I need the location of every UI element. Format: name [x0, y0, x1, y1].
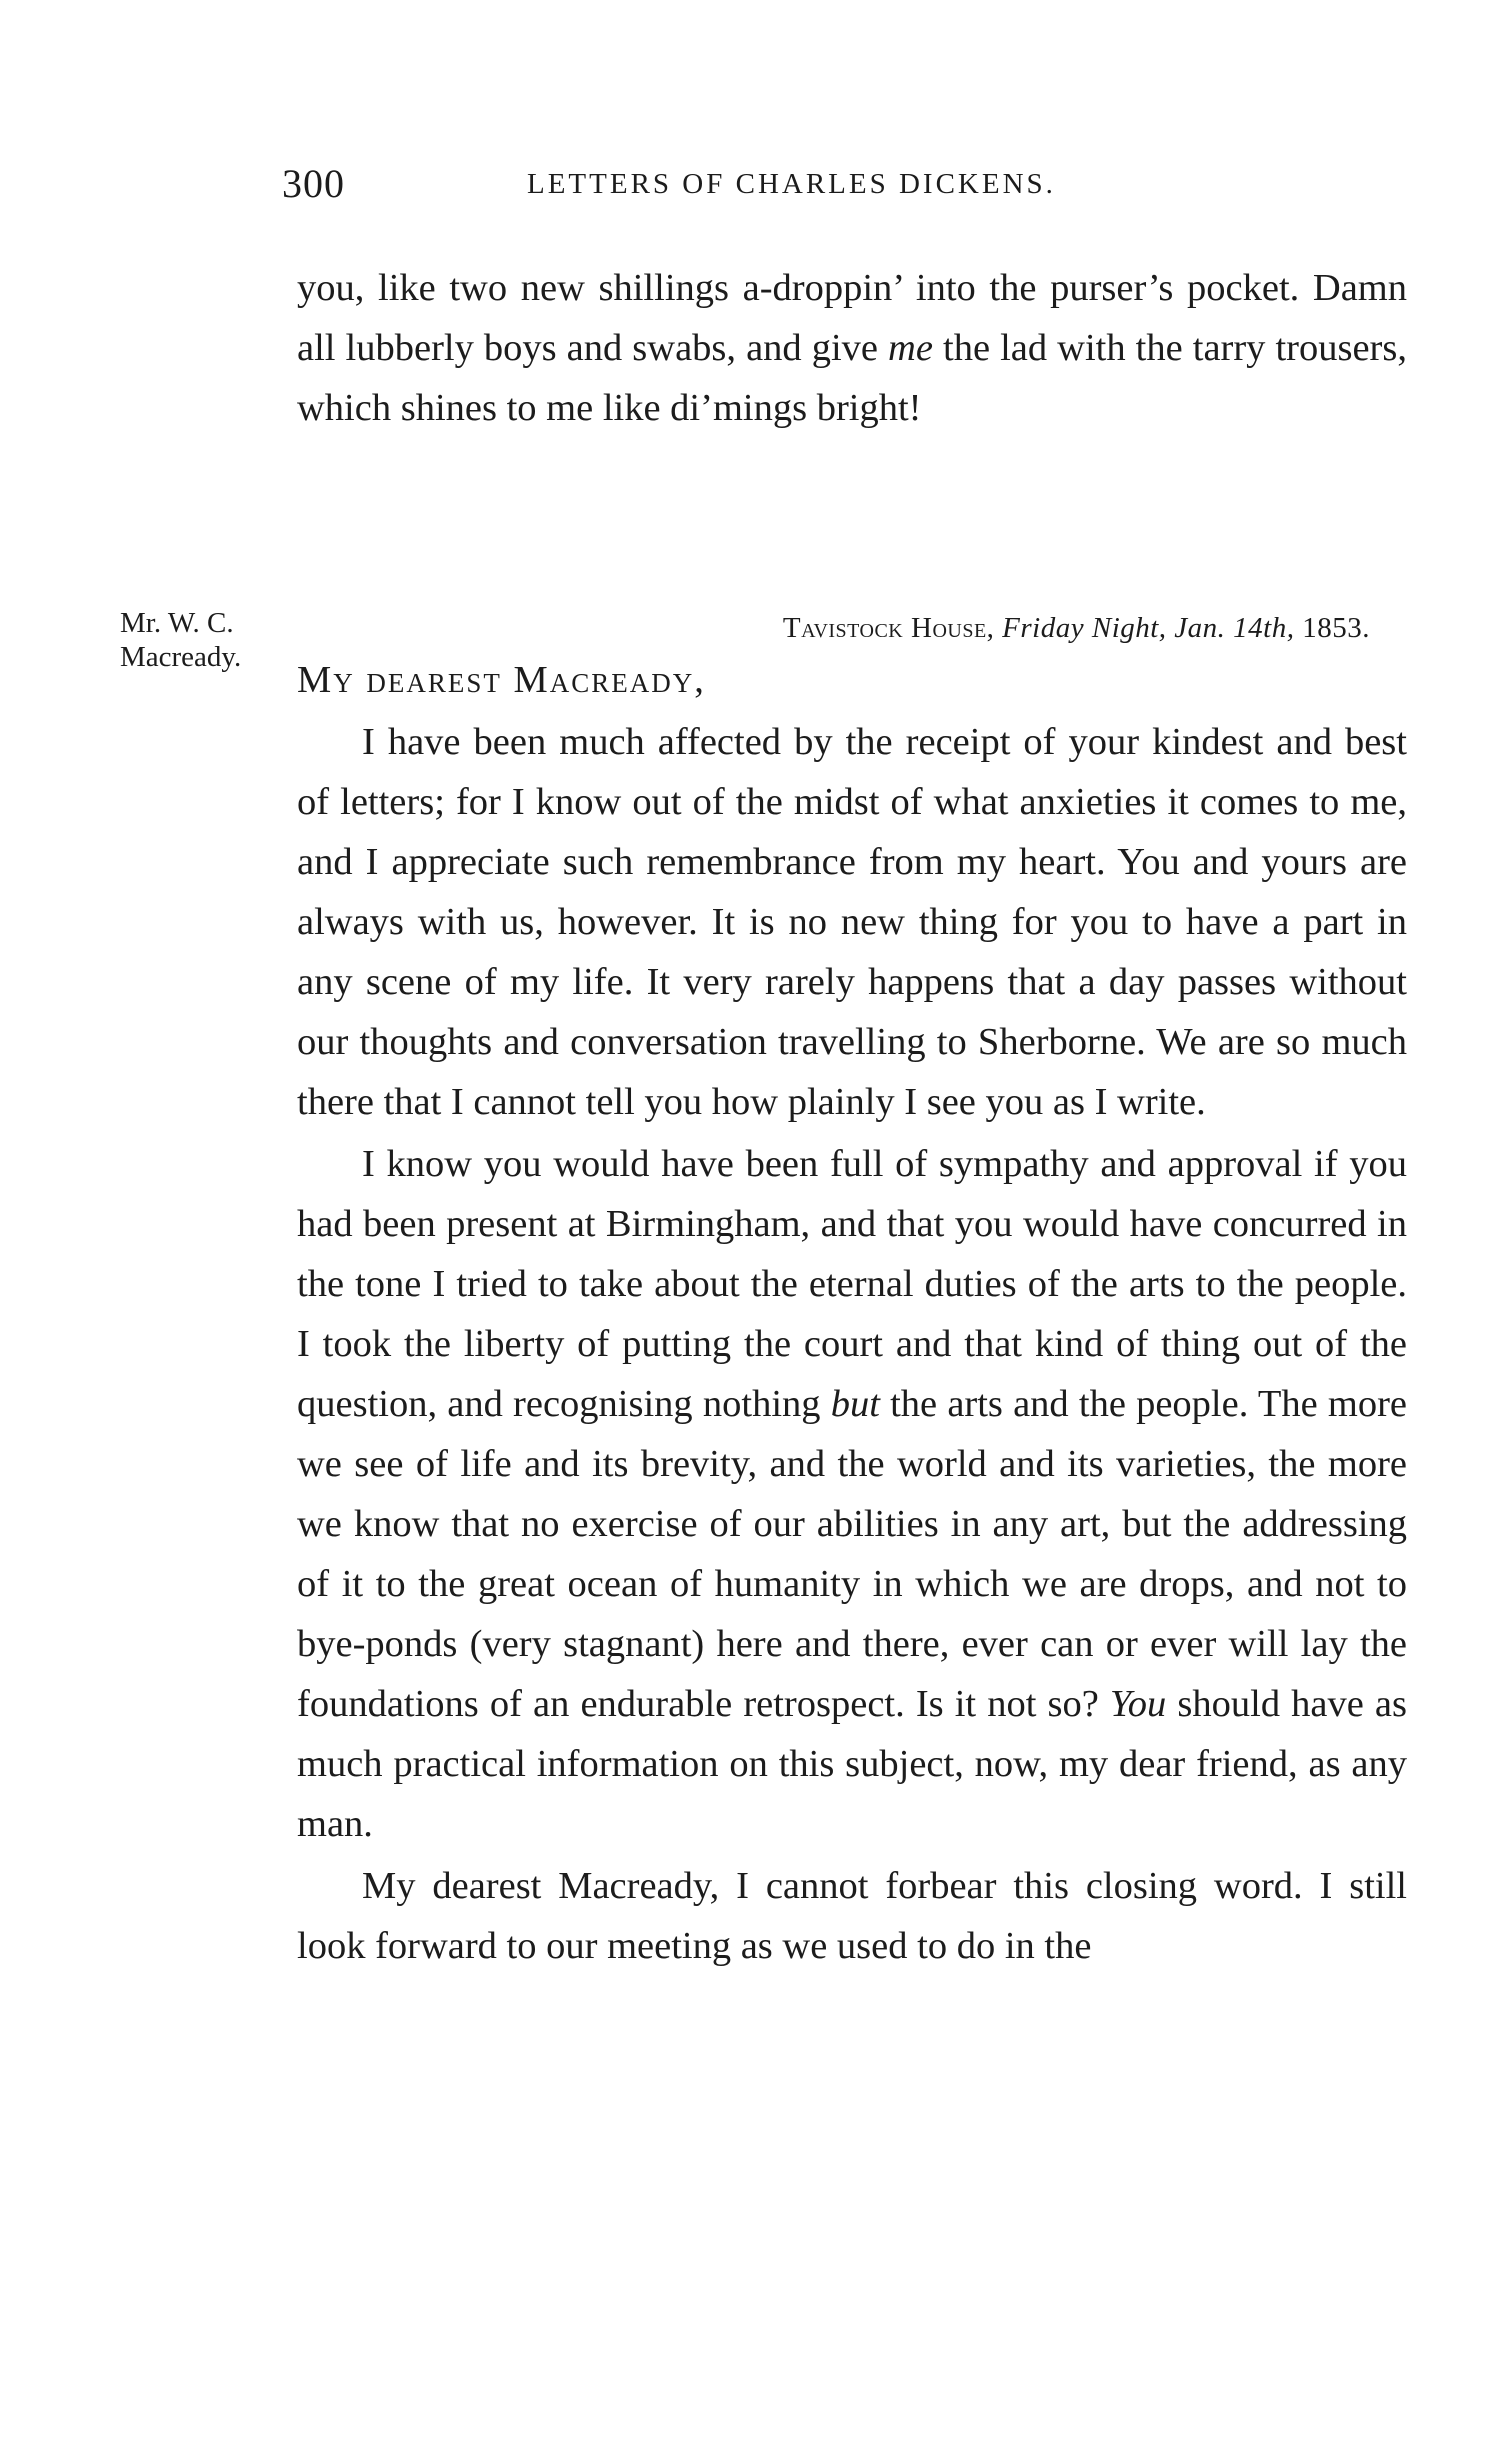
dateline-year: 1853.: [1302, 612, 1370, 644]
paragraph-2-emphasis-but: but: [830, 1383, 880, 1425]
paragraph-2-part-a: I know you would have been full of sympathy and approval if you had been present at Birmingham, and that you would have concurred in the tone I tried to take about the eternal duties of the arts to the people. I took the liberty of putting the court and that kind of thing out of the question, and recognising nothing: [297, 1143, 1407, 1425]
side-note-line-2: Macready.: [120, 641, 242, 673]
letter-paragraph-2: [297, 1134, 1407, 1854]
page-number: 300: [282, 161, 345, 206]
letter-salutation: My dearest Macready,: [297, 659, 706, 701]
running-header: [282, 160, 1162, 210]
letter-body: [297, 712, 1407, 1976]
fragment-text-end: the lad with the tarry trousers, which shines to me like di’mings bright!: [297, 327, 1407, 429]
side-note-line-1: Mr. W. C.: [120, 607, 234, 639]
dateline-place: Tavistock House,: [782, 612, 995, 644]
previous-letter-ending: [297, 258, 1407, 438]
fragment-paragraph: [297, 258, 1407, 438]
paragraph-2-emphasis-you: You: [1109, 1683, 1167, 1725]
running-title: LETTERS OF CHARLES DICKENS.: [527, 168, 1056, 200]
letter-paragraph-1: I have been much affected by the receipt of your kindest and best of letters; for I know out of the midst of what anxieties it comes to me, and I appreciate such remembrance from my heart. You and yours are always with us, however. It is no new thing for you to have a part in any scene of my life. It very rarely happens that a day passes without our thoughts and conversation travelling to Sherborne. We are so much there that I cannot tell you how plainly I see you as I write.: [297, 721, 1407, 1123]
fragment-emphasis: me: [888, 327, 933, 369]
dateline-day: Friday Night, Jan. 14th,: [1002, 612, 1295, 644]
paragraph-2-part-b: the arts and the people. The more we see of life and its brevity, and the world and its varieties, the more we know that no exercise of our abilities in any art, but the addressing of it to the great ocean of humanity in which we are drops, and not to bye-ponds (very stagnant) here and there, ever can or ever will lay the foundations of an endurable retrospect. Is it not so?: [297, 1383, 1407, 1725]
letter-dateline: [783, 612, 1370, 645]
marginal-recipient-note: [120, 606, 241, 674]
letter-paragraph-3: My dearest Macready, I cannot forbear this closing word. I still look forward to our meeting as we used to do in the: [297, 1865, 1407, 1967]
fragment-text: you, like two new shillings a-droppin’ into the purser’s pocket. Damn all lubberly boys and swabs, and give: [297, 267, 1407, 369]
paragraph-2-part-c: should have as much practical information on this subject, now, my dear friend, as any man.: [297, 1683, 1407, 1845]
